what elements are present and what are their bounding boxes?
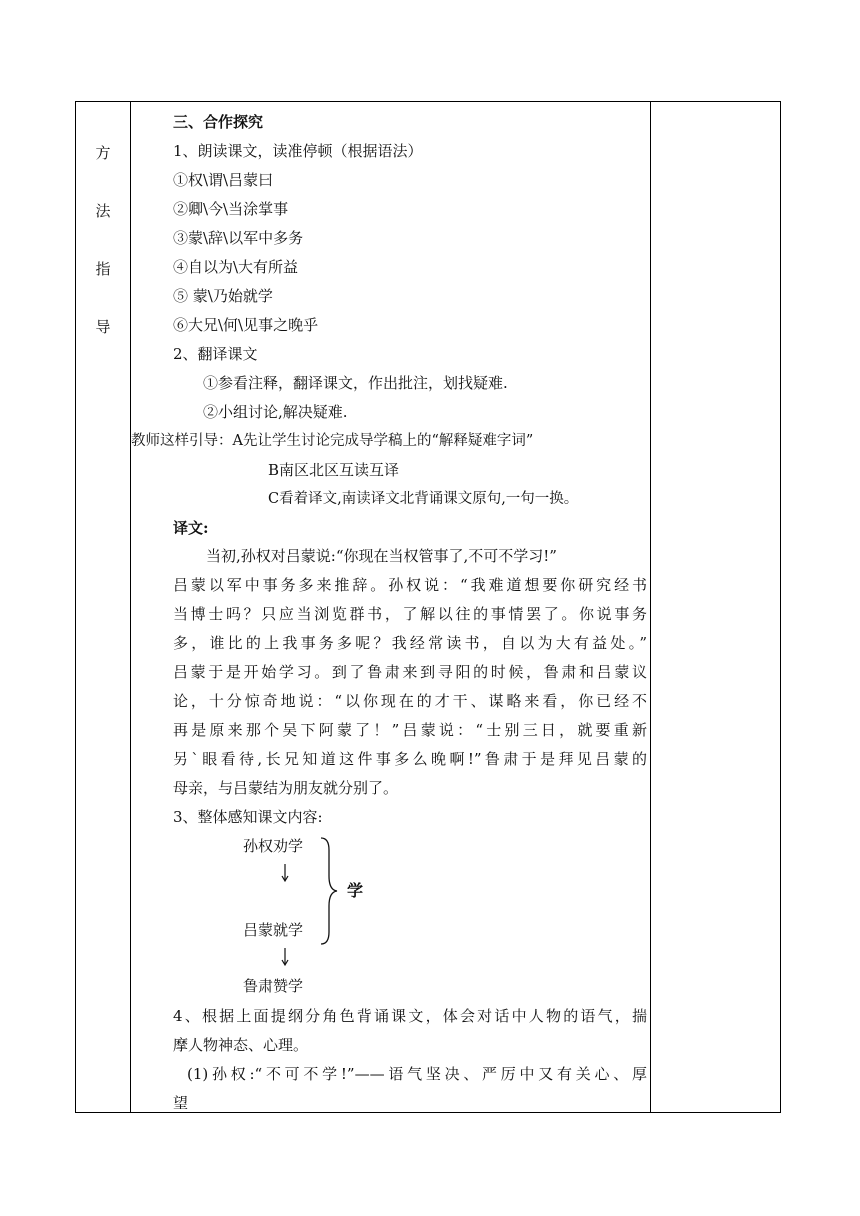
- teacher-guide: C看着译文,南读译文北背诵课文原句,一句一换。: [268, 491, 579, 507]
- item2-step: ②小组讨论,解决疑难.: [203, 403, 348, 421]
- item4-paragraph: [173, 1002, 647, 1118]
- side-label-char: 方: [95, 144, 111, 162]
- diagram-node-lumeng: 吕蒙就学: [243, 921, 304, 939]
- pause-line: ②卿\今\当涂掌事: [173, 200, 289, 218]
- teacher-guide: B南区北区互读互译: [268, 461, 400, 479]
- section-title: 三、合作探究: [173, 113, 264, 131]
- down-arrow-icon: [279, 864, 291, 884]
- item2-step: ①参看注释，翻译课文，作出批注，划找疑难.: [203, 374, 508, 392]
- lesson-table: [75, 101, 781, 1113]
- translation-line: 母亲，与吕蒙结为朋友就分别了。: [173, 779, 399, 797]
- content-column: [131, 102, 651, 1112]
- teacher-guide: 教师这样引导：A先让学生讨论完成导学稿上的“解释疑难字词”: [131, 433, 534, 449]
- translation-line: 论，十分惊奇地说：“以你现在的才干、谋略来看，你已经不: [173, 692, 647, 710]
- pause-line: ①权\谓\吕蒙曰: [173, 171, 274, 189]
- item4-line: 摩人物神态、心理。: [173, 1036, 309, 1054]
- down-arrow-icon: [279, 948, 291, 968]
- diagram-node-sunquan: 孙权劝学: [243, 837, 304, 855]
- pause-line: ⑤ 蒙\乃始就学: [173, 287, 273, 305]
- diagram-node-lusu: 鲁肃赞学: [243, 977, 304, 995]
- translation-line: 多，谁比的上我事务多呢？我经常读书，自以为大有益处。”: [173, 634, 647, 652]
- brace-label: 学: [347, 881, 364, 900]
- item1-heading: 1、朗读课文，读准停顿（根据语法）: [173, 142, 423, 160]
- pause-line: ④自以为\大有所益: [173, 258, 299, 276]
- item3-heading: 3、整体感知课文内容:: [173, 808, 323, 826]
- side-label-char: 法: [95, 202, 111, 220]
- side-label-column: [76, 102, 130, 1112]
- translation-line: 当博士吗？只应当浏览群书，了解以往的事情罢了。你说事务: [173, 605, 647, 623]
- pause-line: ⑥大兄\何\见事之晚乎: [173, 316, 319, 334]
- pause-line: ③蒙\辞\以军中多务: [173, 229, 304, 247]
- item2-heading: 2、翻译课文: [173, 345, 258, 363]
- right-brace-icon: [319, 836, 343, 946]
- translation-line: 吕蒙以军中事务多来推辞。孙权说：“我难道想要你研究经书: [173, 576, 647, 594]
- item4-line: (1)孙权:“不可不学!”——语气坚决、严厉中又有关心、厚: [187, 1065, 647, 1083]
- item4-line: 望: [173, 1094, 189, 1112]
- translation-line: 当初,孙权对吕蒙说:“你现在当权管事了,不可不学习!”: [206, 547, 557, 565]
- item4-line: 4、根据上面提纲分角色背诵课文，体会对话中人物的语气，揣: [173, 1007, 647, 1025]
- translation-paragraph: [173, 542, 647, 803]
- translation-line: 另`眼看待,长兄知道这件事多么晚啊!”鲁肃于是拜见吕蒙的: [173, 750, 647, 768]
- side-label-char: 指: [95, 260, 111, 278]
- translation-line: 吕蒙于是开始学习。到了鲁肃来到寻阳的时候，鲁肃和吕蒙议: [173, 663, 647, 681]
- translation-label: 译文:: [173, 519, 209, 537]
- side-label-char: 导: [95, 318, 111, 336]
- translation-line: 再是原来那个吴下阿蒙了！”吕蒙说：“士别三日，就要重新: [173, 721, 647, 739]
